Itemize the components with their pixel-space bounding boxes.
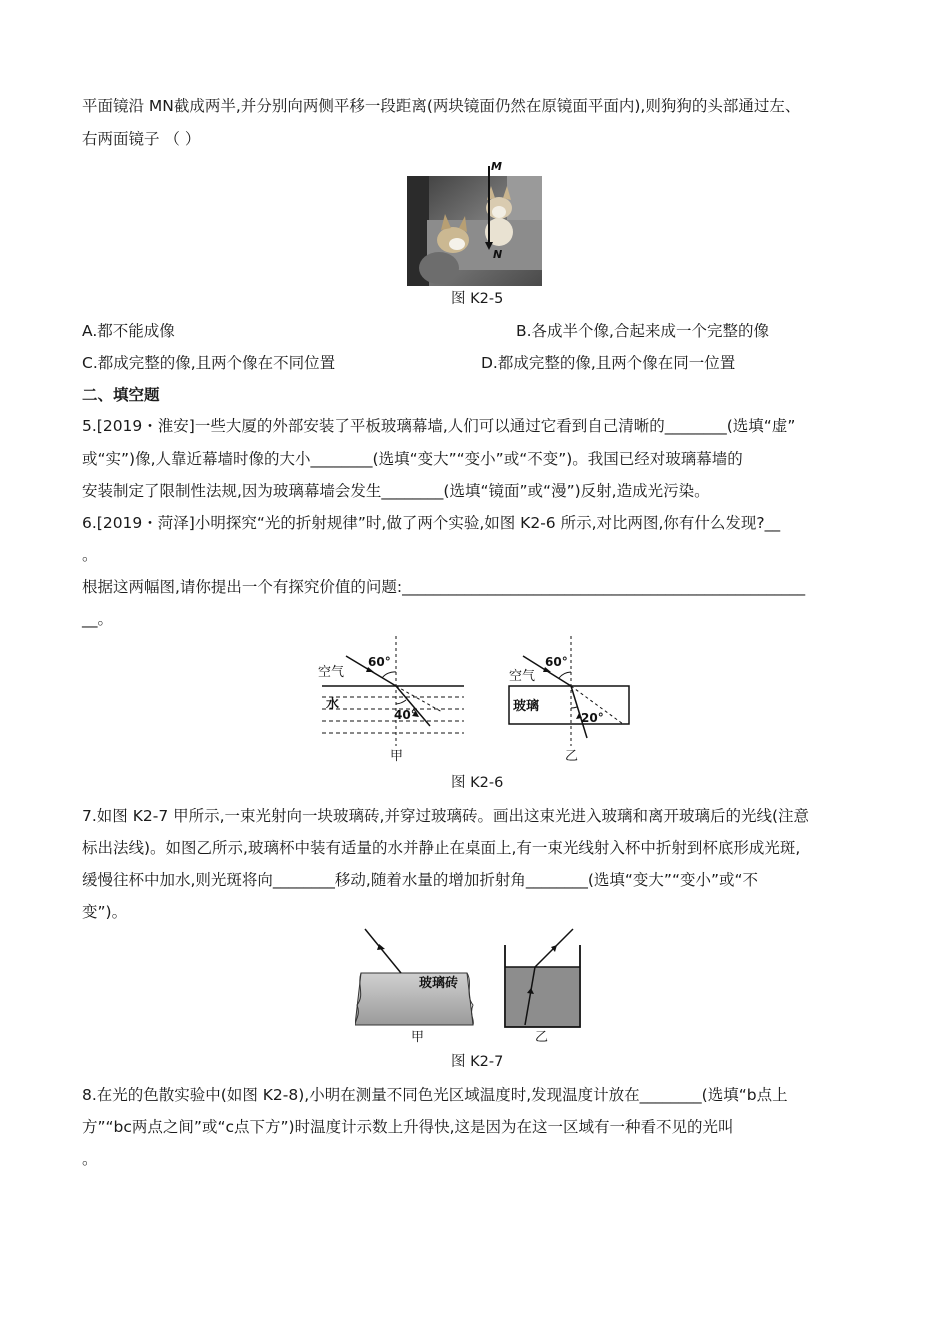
label-water: 水 bbox=[326, 697, 340, 712]
water-cup-diagram bbox=[495, 925, 590, 1047]
refraction-diagram-water bbox=[312, 634, 472, 766]
angle-incidence: 60° bbox=[368, 655, 391, 669]
glass-brick-diagram bbox=[355, 925, 480, 1047]
angle-refraction: 20° bbox=[581, 711, 604, 725]
option-d: D.都成完整的像,且两个像在同一位置 bbox=[481, 354, 736, 372]
angle-incidence: 60° bbox=[545, 655, 568, 669]
q5-text-line2: 或“实”)像,人靠近幕墙时像的大小________(选填“变大”“变小”或“不变”)。我国已经对玻璃幕墙的 bbox=[82, 450, 743, 468]
figure-caption-k2-5: 图 K2-5 bbox=[451, 291, 504, 307]
q8-text-line1: 8.在光的色散实验中(如图 K2-8),小明在测量不同色光区域温度时,发现温度计放在________(选填“b点上 bbox=[82, 1086, 788, 1104]
q6-text-line2: 。 bbox=[82, 546, 98, 564]
label-yi: 乙 bbox=[565, 749, 579, 764]
label-yi: 乙 bbox=[535, 1030, 549, 1045]
label-glass: 玻璃 bbox=[513, 699, 540, 714]
q5-text-line3: 安装制定了限制性法规,因为玻璃幕墙会发生________(选填“镜面”或“漫”)反射,造成光污染。 bbox=[82, 482, 710, 500]
option-c: C.都成完整的像,且两个像在不同位置 bbox=[82, 354, 336, 372]
label-jia: 甲 bbox=[411, 1030, 425, 1045]
q8-text-line2: 方”“bc两点之间”或“c点下方”)时温度计示数上升得快,这是因为在这一区域有一种看不见的光叫 bbox=[82, 1118, 734, 1136]
q4-text-line2: 右两面镜子 （ ） bbox=[82, 130, 201, 148]
option-a: A.都不能成像 bbox=[82, 322, 175, 340]
q6-text-line1: 6.[2019・菏泽]小明探究“光的折射规律”时,做了两个实验,如图 K2-6 所示,对比两图,你有什么发现?__ bbox=[82, 514, 781, 532]
q6-text-line4: __。 bbox=[82, 610, 114, 628]
figure-caption-k2-6: 图 K2-6 bbox=[451, 775, 504, 791]
q7-text-line2: 标出法线)。如图乙所示,玻璃杯中装有适量的水并静止在桌面上,有一束光线射入杯中折射到杯底形成光斑, bbox=[82, 839, 801, 857]
q7-text-line3: 缓慢往杯中加水,则光斑将向________移动,随着水量的增加折射角________(选填“变大”“变小”或“不 bbox=[82, 871, 759, 889]
q7-text-line1: 7.如图 K2-7 甲所示,一束光射向一块玻璃砖,并穿过玻璃砖。画出这束光进入玻璃和离开玻璃后的光线(注意 bbox=[82, 807, 810, 825]
option-b: B.各成半个像,合起来成一个完整的像 bbox=[516, 322, 769, 340]
mirror-label-n: N bbox=[493, 248, 503, 261]
q6-text-line3: 根据这两幅图,请你提出一个有探究价值的问题:____________________________________________________ bbox=[82, 578, 806, 596]
q7-text-line4: 变”)。 bbox=[82, 903, 128, 921]
mirror-label-m: M bbox=[491, 160, 502, 173]
q4-text-line1: 平面镜沿 MN截成两半,并分别向两侧平移一段距离(两块镜面仍然在原镜面平面内),则狗狗的头部通过左、 bbox=[82, 97, 801, 115]
label-glass-brick: 玻璃砖 bbox=[419, 976, 459, 991]
figure-caption-k2-7: 图 K2-7 bbox=[451, 1054, 504, 1070]
dog-mirror-photo bbox=[407, 160, 542, 286]
angle-refraction: 40° bbox=[394, 708, 417, 722]
refraction-diagram-glass bbox=[505, 634, 635, 766]
label-jia: 甲 bbox=[390, 749, 404, 764]
q8-text-line3: 。 bbox=[82, 1150, 98, 1168]
label-air: 空气 bbox=[509, 669, 536, 684]
label-air: 空气 bbox=[318, 665, 345, 680]
q5-text-line1: 5.[2019・淮安]一些大厦的外部安装了平板玻璃幕墙,人们可以通过它看到自己清晰的________(选填“虚” bbox=[82, 417, 796, 435]
section-title: 二、填空题 bbox=[82, 386, 160, 404]
